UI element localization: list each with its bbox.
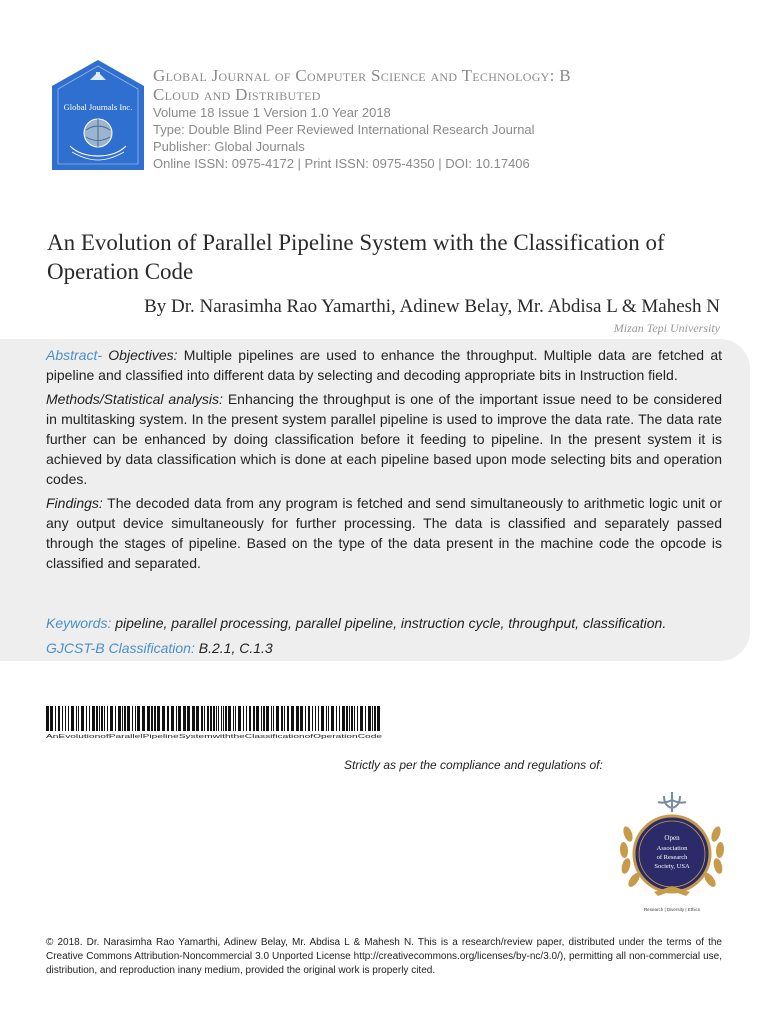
- barcode-bar: [216, 706, 217, 731]
- barcode-bar: [78, 706, 79, 731]
- barcode-bar: [147, 706, 150, 731]
- barcode-bar: [176, 706, 177, 731]
- barcode-bar: [135, 706, 136, 731]
- barcode-bar: [101, 706, 103, 731]
- paper-affiliation: Mizan Tepi University: [613, 321, 720, 335]
- barcode-bar: [115, 706, 116, 731]
- classification-label: GJCST-B Classification:: [46, 640, 195, 656]
- barcode-bar: [365, 706, 366, 731]
- barcode-bar: [58, 706, 60, 731]
- barcode: [46, 706, 382, 740]
- barcode-bar: [377, 706, 380, 731]
- barcode-bar: [68, 706, 69, 731]
- barcode-bar: [62, 706, 63, 731]
- barcode-bar: [318, 706, 319, 731]
- barcode-bar: [104, 706, 105, 731]
- abstract-findings: [46, 493, 722, 573]
- barcode-bar: [192, 706, 195, 731]
- barcode-bar: [204, 706, 205, 731]
- barcode-bar: [374, 706, 376, 731]
- barcode-bar: [221, 706, 222, 731]
- barcode-bar: [315, 706, 316, 731]
- barcode-bar: [162, 706, 165, 731]
- barcode-bar: [50, 706, 53, 731]
- barcode-bar: [326, 706, 327, 731]
- barcode-bar: [287, 706, 289, 731]
- barcode-bar: [122, 706, 123, 731]
- copyright-notice: © 2018. Dr. Narasimha Rao Yamarthi, Adinew Belay, Mr. Abdisa L & Mahesh N. This is a research/review paper, distributed under the terms of the Creative Commons Attribution-Noncommercial 3.0 Unported License http://creativecommons.org/licenses/by-nc/3.0/), permitting all non-commercial use, distribution, and reproduction inany medium, provided the original work is properly cited.: [46, 937, 722, 976]
- barcode-bar: [271, 706, 272, 731]
- barcode-bar: [331, 706, 334, 731]
- barcode-bar: [351, 706, 353, 731]
- barcode-bar: [328, 706, 329, 731]
- barcode-bar: [246, 706, 247, 731]
- journal-header: [153, 66, 733, 172]
- barcode-bar: [342, 706, 345, 731]
- barcode-bar: [207, 706, 209, 731]
- barcode-bar: [300, 706, 303, 731]
- barcode-bar: [263, 706, 265, 731]
- barcode-bar: [357, 706, 358, 731]
- classification-text: B.2.1, C.1.3: [198, 640, 273, 656]
- barcode-bar: [238, 706, 241, 731]
- journal-volume: Volume 18 Issue 1 Version 1.0 Year 2018: [153, 105, 391, 120]
- barcode-bar: [276, 706, 279, 731]
- classification: [46, 638, 273, 658]
- barcode-bar: [127, 706, 130, 731]
- barcode-bar: [81, 706, 84, 731]
- barcode-bar: [256, 706, 259, 731]
- barcode-bar: [368, 706, 371, 731]
- trident-icon: [658, 792, 686, 812]
- barcode-bar: [107, 706, 108, 731]
- paper-title: An Evolution of Parallel Pipeline System with the Classification of Operation Code: [47, 230, 665, 284]
- barcode-bar: [228, 706, 231, 731]
- findings-label: Findings:: [46, 495, 103, 511]
- barcode-bar: [233, 706, 234, 731]
- barcode-bar: [273, 706, 274, 731]
- barcode-bar: [213, 706, 215, 731]
- barcode-bar: [284, 706, 285, 731]
- barcode-bar: [210, 706, 212, 731]
- barcode-bar: [321, 706, 324, 731]
- barcode-bar: [167, 706, 169, 731]
- barcode-text: AnEvolutionofParallelPipelineSystemwiththeClassificationofOperationCode: [46, 734, 382, 740]
- logo-text: Global Journals Inc.: [63, 102, 133, 112]
- seal-line3: of Research: [656, 854, 688, 861]
- barcode-bar: [243, 706, 244, 731]
- barcode-bar: [86, 706, 87, 731]
- barcode-bar: [235, 706, 236, 731]
- keywords-text: pipeline, parallel processing, parallel pipeline, instruction cycle, throughput, classification.: [115, 615, 667, 631]
- barcode-bar: [218, 706, 219, 731]
- barcode-bar: [124, 706, 126, 731]
- barcode-bar: [349, 706, 350, 731]
- barcode-bar: [187, 706, 190, 731]
- barcode-bar: [249, 706, 251, 731]
- findings-text: The decoded data from any program is fetched and send simultaneously to arithmetic logic unit or any output device simultaneously for further processing. The data is classified and separately passed through the stages of pipeline. Based on the type of the data present in the machine code the opcode is classified and separated.: [46, 495, 722, 571]
- barcode-bar: [118, 706, 121, 731]
- barcode-bar: [178, 706, 181, 731]
- barcode-bar: [372, 706, 373, 731]
- barcode-bar: [346, 706, 348, 731]
- journal-subtitle: Cloud and Distributed: [153, 85, 321, 104]
- journal-type: Type: Double Blind Peer Reviewed International Research Journal: [153, 122, 535, 137]
- barcode-bar: [354, 706, 355, 731]
- barcode-bar: [196, 706, 199, 731]
- objectives-text: Multiple pipelines are used to enhance the throughput. Multiple data are fetched at pipeline and classified into different data by selecting and decoding appropriate bits in Instruction field.: [46, 347, 722, 383]
- barcode-bar: [308, 706, 310, 731]
- journal-publisher: Publisher: Global Journals: [153, 139, 305, 154]
- barcode-bar: [96, 706, 98, 731]
- journal-title: Global Journal of Computer Science and Technology: B: [153, 66, 571, 85]
- abstract-objectives: [46, 345, 722, 385]
- objectives-label: Objectives:: [108, 347, 178, 363]
- compliance-text: Strictly as per the compliance and regulations of:: [344, 758, 603, 772]
- paper-authors: By Dr. Narasimha Rao Yamarthi, Adinew Belay, Mr. Abdisa L & Mahesh N: [144, 296, 720, 317]
- barcode-bar: [360, 706, 363, 731]
- barcode-bar: [312, 706, 313, 731]
- barcode-bar: [46, 706, 49, 731]
- seal-line4: Society, USA: [654, 863, 690, 870]
- barcode-bar: [266, 706, 269, 731]
- barcode-bar: [55, 706, 56, 731]
- barcode-bar: [339, 706, 340, 731]
- barcode-bar: [71, 706, 74, 731]
- barcode-bar: [183, 706, 186, 731]
- barcode-bar: [137, 706, 140, 731]
- barcode-bar: [89, 706, 90, 731]
- barcode-bar: [305, 706, 306, 731]
- barcode-bar: [253, 706, 255, 731]
- barcode-bar: [132, 706, 133, 731]
- seal-line1: Open: [664, 834, 680, 842]
- abstract-section: [46, 345, 722, 577]
- methods-label: Methods/Statistical analysis:: [46, 391, 223, 407]
- barcode-bar: [142, 706, 145, 731]
- barcode-bar: [65, 706, 66, 731]
- barcode-bar: [261, 706, 262, 731]
- abstract-methods: [46, 389, 722, 489]
- barcode-bar: [157, 706, 160, 731]
- global-journals-logo: [52, 60, 144, 170]
- journal-issn: Online ISSN: 0975-4172 | Print ISSN: 0975-4350 | DOI: 10.17406: [153, 156, 530, 171]
- abstract-label: Abstract-: [46, 347, 103, 363]
- seal-tagline: Research | Diversity | Ethics: [643, 907, 701, 912]
- barcode-bar: [336, 706, 337, 731]
- barcode-bar: [223, 706, 224, 731]
- barcode-bar: [291, 706, 294, 731]
- barcode-bar: [201, 706, 203, 731]
- barcode-bar: [92, 706, 95, 731]
- barcode-bar: [110, 706, 113, 731]
- keywords: [46, 613, 666, 633]
- barcode-bar: [154, 706, 156, 731]
- barcode-bar: [171, 706, 174, 731]
- oars-seal: [614, 790, 730, 916]
- barcode-bar: [296, 706, 299, 731]
- barcode-bar: [76, 706, 77, 731]
- barcode-bar: [281, 706, 283, 731]
- barcode-bar: [99, 706, 100, 731]
- barcode-bar: [225, 706, 227, 731]
- methods-text: Enhancing the throughput is one of the important issue need to be considered in multitasking system. In the present system parallel pipeline is used to improve the data rate. The data rate further can be enhanced by doing classification before it feeding to pipeline. In the present system it is achieved by data classification which is done at each pipeline based upon mode selecting bits and operation codes.: [46, 391, 723, 487]
- seal-line2: Association: [656, 845, 688, 852]
- barcode-bar: [151, 706, 153, 731]
- barcode-bars: [46, 706, 380, 731]
- keywords-label: Keywords:: [46, 615, 112, 631]
